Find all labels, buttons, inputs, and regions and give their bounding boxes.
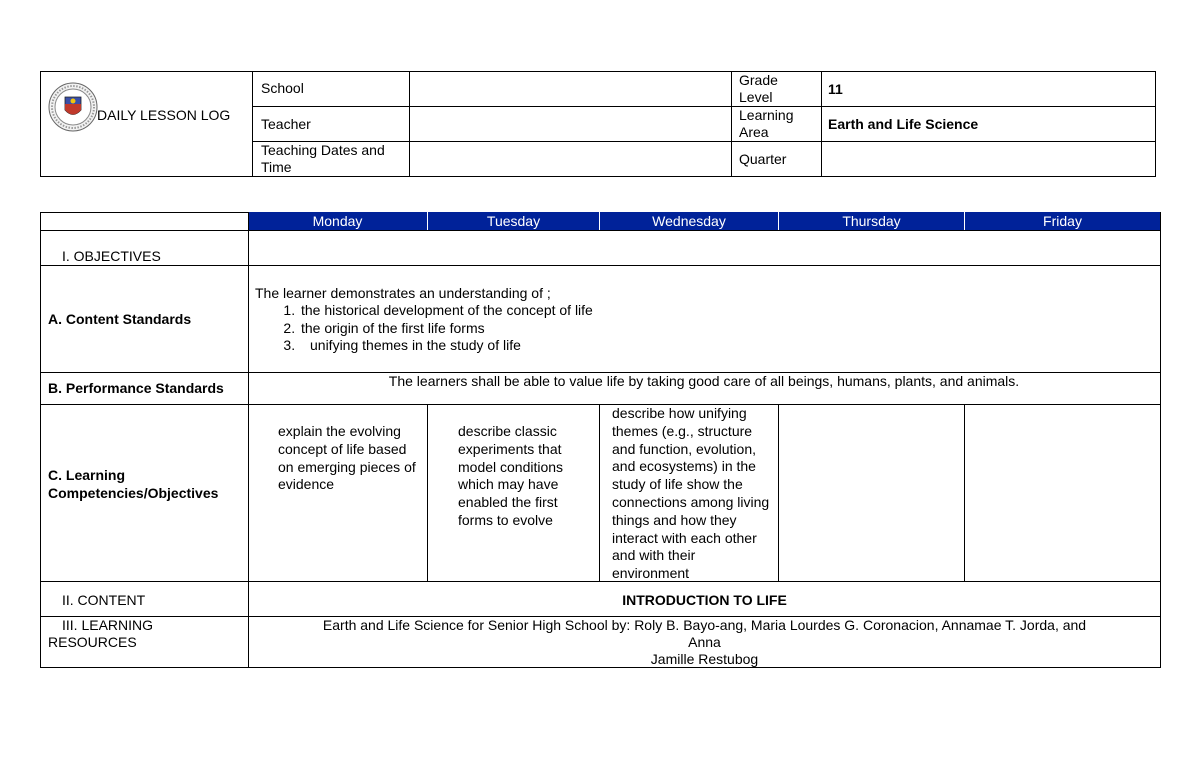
competency-wednesday: describe how unifying themes (e.g., structure and function, evolution, and ecosystems) in the study of life show the connections among living things and how they interact with each other and with their environment <box>612 405 770 582</box>
competency-tuesday: describe classic experiments that model conditions which may have enabled the first forms to evolve <box>458 423 564 528</box>
day-header-monday: Monday <box>248 212 427 230</box>
competencies-label-line1: C. Learning <box>48 467 126 483</box>
resources-text-line2: Anna <box>688 634 721 650</box>
day-header-thursday: Thursday <box>779 212 964 230</box>
header-table <box>40 71 1156 177</box>
quarter-label: Quarter <box>739 151 787 167</box>
resources-text-line1: Earth and Life Science for Senior High School by: Roly B. Bayo-ang, Maria Lourdes G. Coronacion, Annamae T. Jorda, and <box>322 617 1087 633</box>
day-header-friday: Friday <box>965 212 1160 230</box>
page-title: DAILY LESSON LOG <box>97 107 231 123</box>
day-header-tuesday: Tuesday <box>428 212 599 230</box>
content-topic: INTRODUCTION TO LIFE <box>622 592 787 608</box>
grade-level-value[interactable]: 11 <box>828 81 843 97</box>
objectives-label: I. OBJECTIVES <box>62 248 161 264</box>
content-standards-intro: The learner demonstrates an understanding of ; <box>255 285 551 301</box>
competency-monday: explain the evolving concept of life based on emerging pieces of evidence <box>278 423 416 493</box>
learning-area-value[interactable]: Earth and Life Science <box>828 116 979 132</box>
list-item-text: unifying themes in the study of life <box>310 337 521 353</box>
resources-label-line1: III. LEARNING <box>62 617 154 633</box>
performance-standards-text: The learners shall be able to value life by taking good care of all beings, humans, plants, and animals. <box>388 373 1020 389</box>
content-label: II. CONTENT <box>62 592 146 608</box>
content-standards-list <box>255 302 1135 355</box>
list-item <box>299 337 1135 355</box>
grade-level-label: Grade Level <box>739 72 778 105</box>
school-label: School <box>261 80 304 96</box>
day-header-wednesday: Wednesday <box>600 212 778 230</box>
learning-area-label: Learning Area <box>739 107 794 140</box>
performance-standards-label: B. Performance Standards <box>48 380 224 396</box>
teaching-dates-label: Teaching Dates and Time <box>261 142 385 175</box>
resources-text-line3: Jamille Restubog <box>650 651 759 667</box>
content-standards-cell <box>255 285 1135 355</box>
competencies-label-line2: Competencies/Objectives <box>48 485 219 501</box>
content-standards-label: A. Content Standards <box>48 311 192 327</box>
resources-label-line2: RESOURCES <box>48 634 137 650</box>
deped-seal-icon <box>48 82 98 132</box>
list-item: 1. the historical development of the concept of life <box>299 302 1135 320</box>
teacher-label: Teacher <box>261 116 311 132</box>
list-item: 2. the origin of the first life forms <box>299 320 1135 338</box>
